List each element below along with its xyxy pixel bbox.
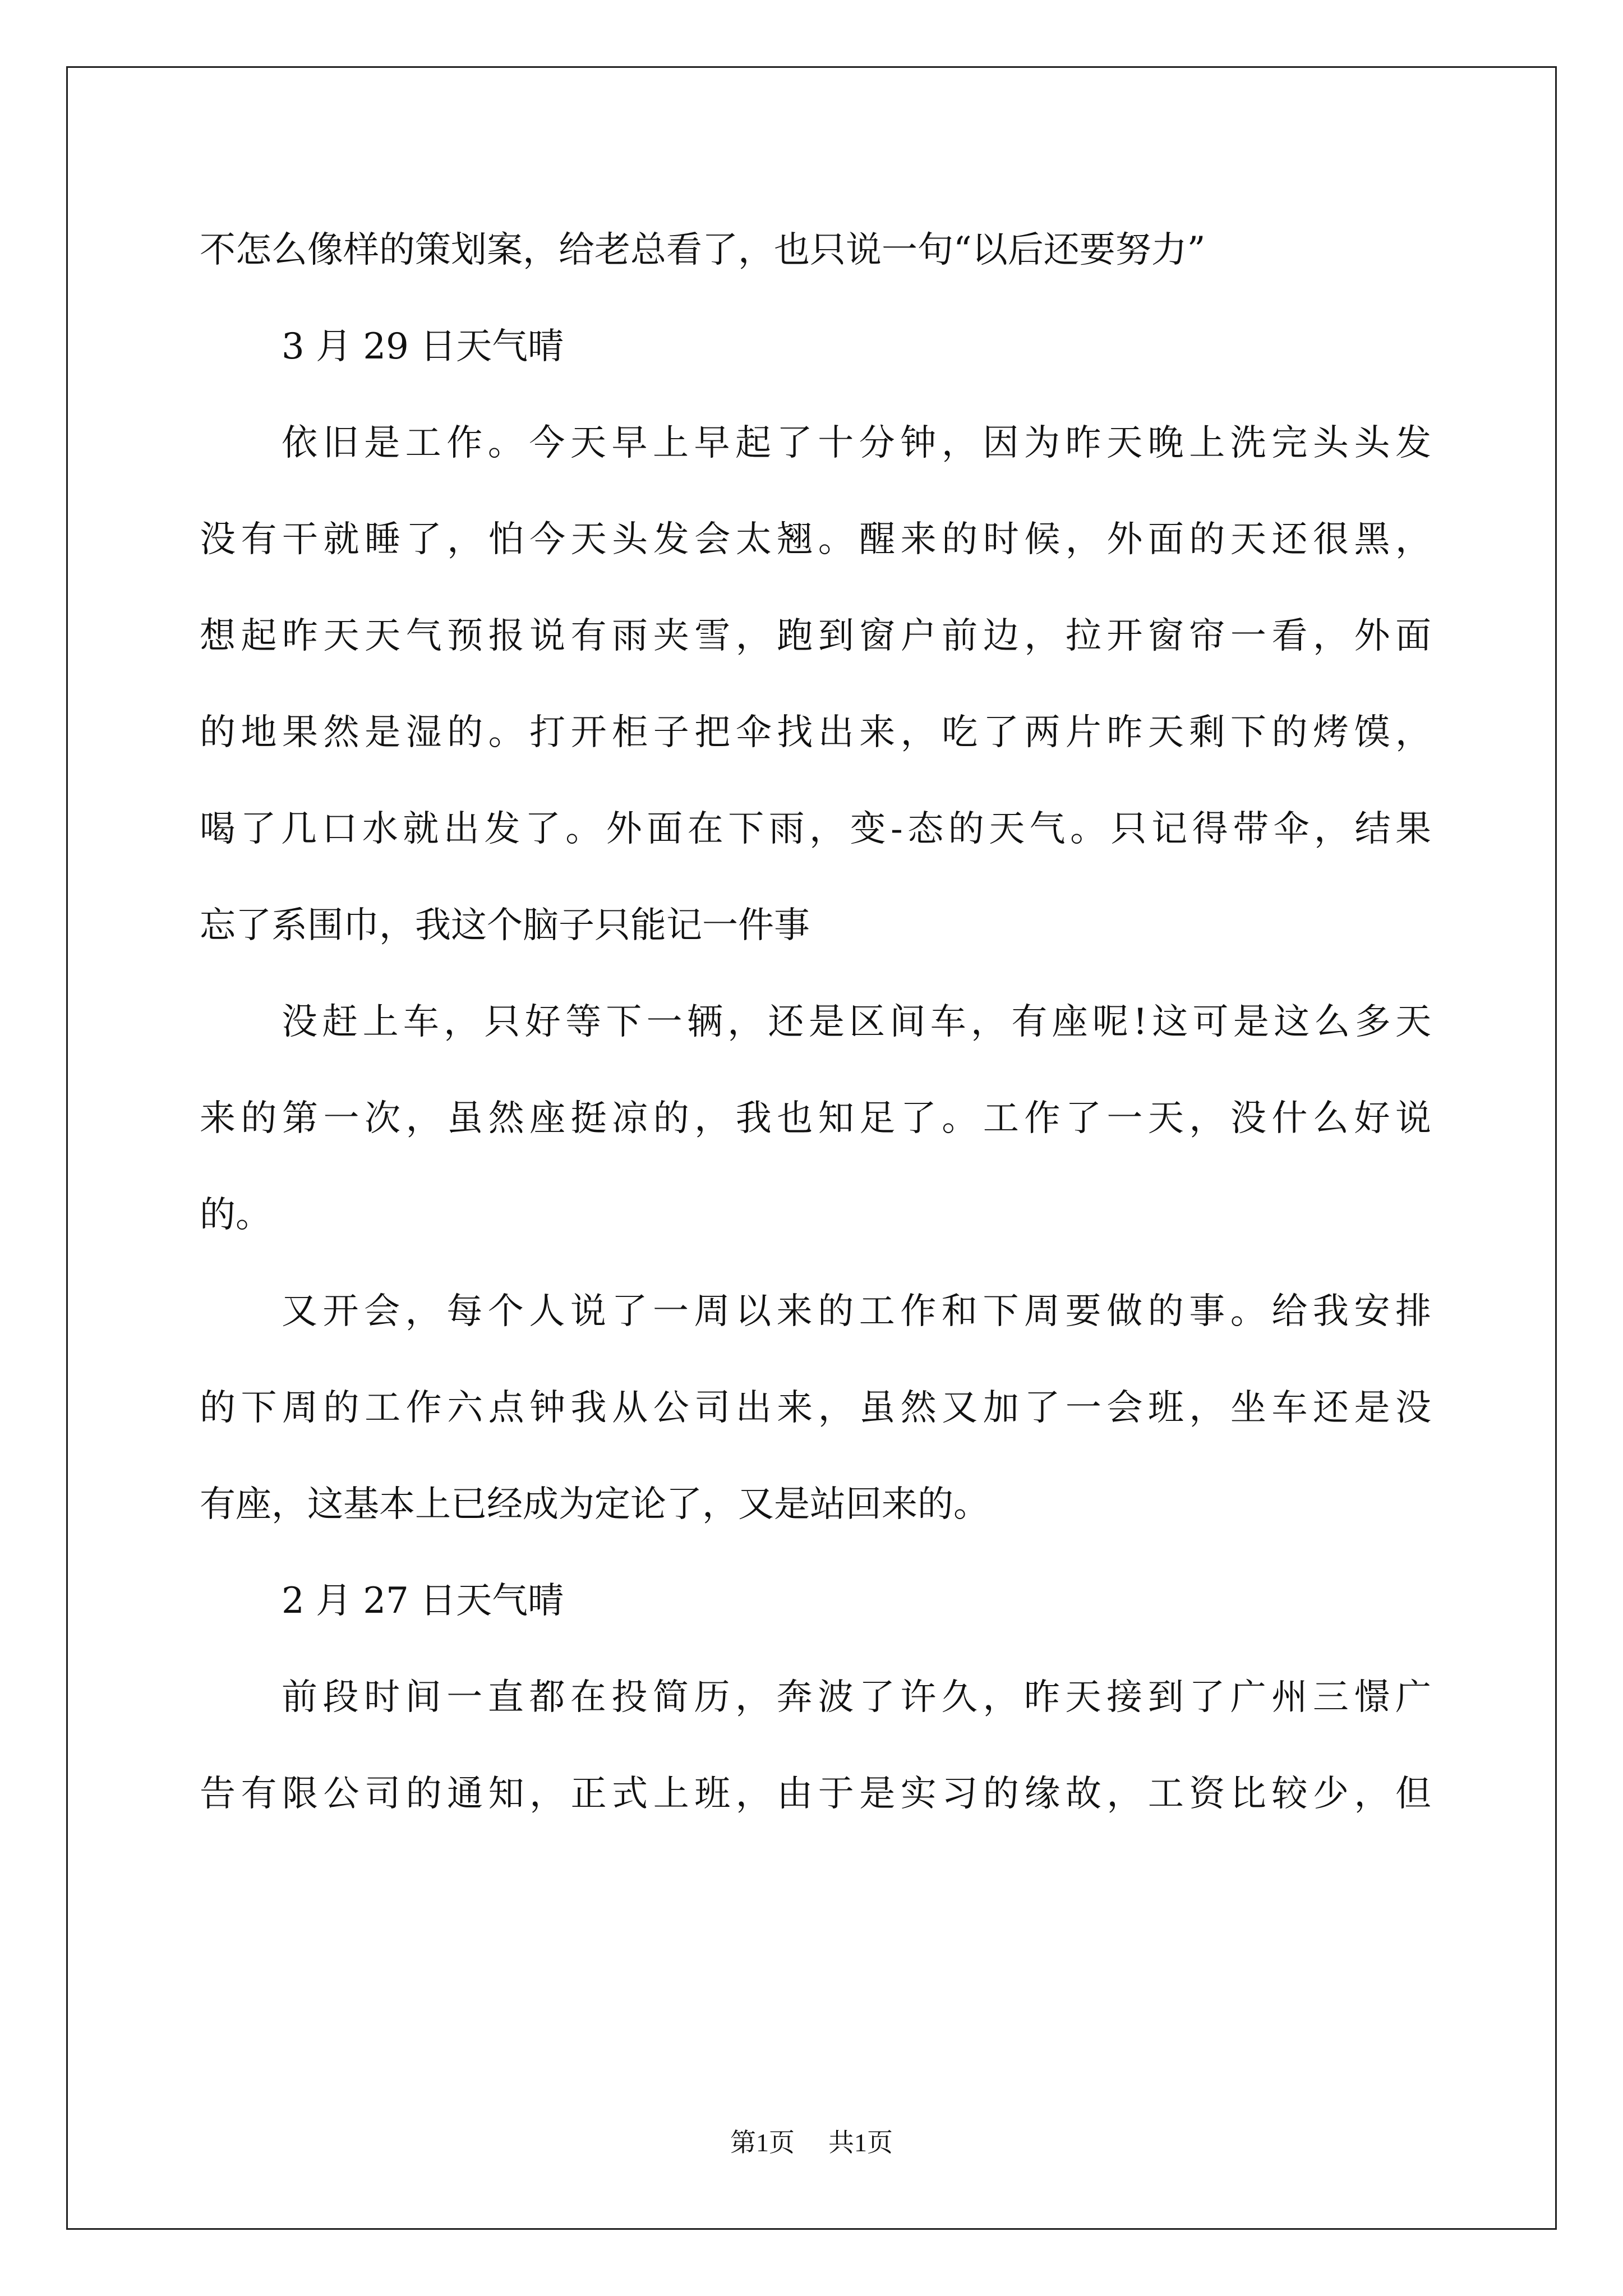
text-line: 的地果然是湿的。打开柜子把伞找出来，吃了两片昨天剩下的烤馍， bbox=[200, 712, 1431, 753]
page-number: 第1页 bbox=[730, 2128, 795, 2157]
text-line: 来的第一次，虽然座挺凉的，我也知足了。工作了一天，没什么好说 bbox=[200, 1098, 1431, 1139]
text-line: 告有限公司的通知，正式上班，由于是实习的缘故，工资比较少，但 bbox=[200, 1773, 1431, 1815]
text-line: 依旧是工作。今天早上早起了十分钟，因为昨天晚上洗完头头发 bbox=[282, 422, 1431, 464]
text-line: 不怎么像样的策划案，给老总看了，也只说一句“以后还要努力” bbox=[200, 229, 1206, 271]
page-footer bbox=[0, 2126, 1623, 2160]
text-line: 的。 bbox=[200, 1194, 271, 1236]
text-line: 想起昨天天气预报说有雨夹雪，跑到窗户前边，拉开窗帘一看，外面 bbox=[200, 615, 1431, 657]
date-heading: 3 月 29 日天气晴 bbox=[282, 326, 564, 367]
text-line: 没赶上车，只好等下一辆，还是区间车，有座呢!这可是这么多天 bbox=[282, 1001, 1431, 1043]
date-heading: 2 月 27 日天气晴 bbox=[282, 1580, 564, 1622]
text-line: 没有干就睡了，怕今天头发会太翘。醒来的时候，外面的天还很黑， bbox=[200, 519, 1431, 560]
text-line: 又开会，每个人说了一周以来的工作和下周要做的事。给我安排 bbox=[282, 1291, 1431, 1332]
text-line: 有座，这基本上已经成为定论了，又是站回来的。 bbox=[200, 1484, 989, 1525]
text-line: 前段时间一直都在投简历，奔波了许久，昨天接到了广州三憬广 bbox=[282, 1677, 1431, 1718]
document-body bbox=[200, 202, 1431, 1842]
text-line: 忘了系围巾，我这个脑子只能记一件事 bbox=[200, 905, 810, 946]
text-line: 的下周的工作六点钟我从公司出来，虽然又加了一会班，坐车还是没 bbox=[200, 1387, 1431, 1429]
text-line: 喝了几口水就出发了。外面在下雨，变-态的天气。只记得带伞，结果 bbox=[200, 808, 1431, 850]
page-total: 共1页 bbox=[828, 2128, 893, 2157]
